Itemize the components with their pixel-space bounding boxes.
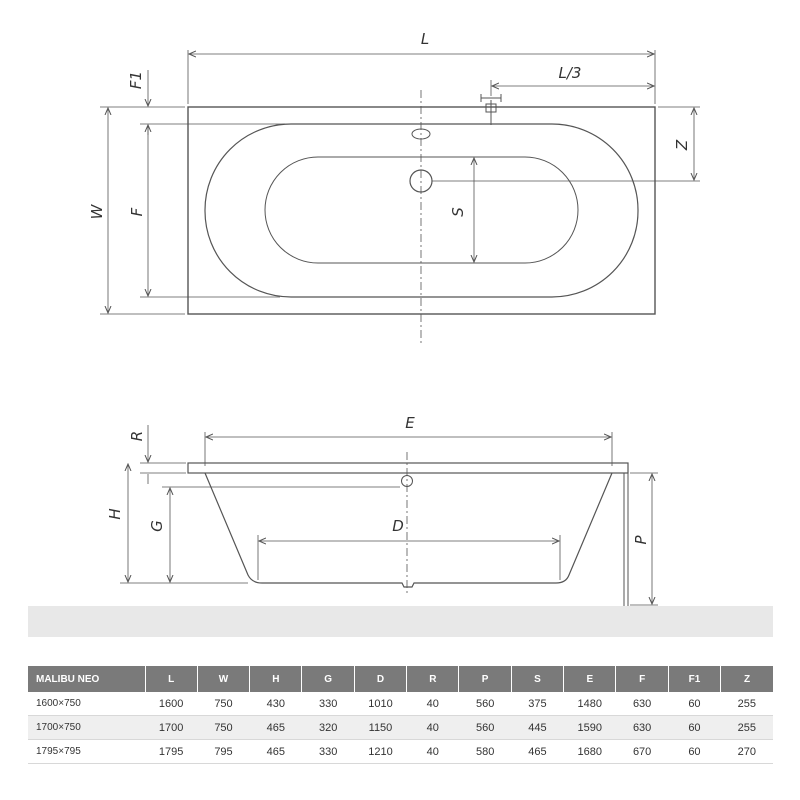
header-cell: W [197, 666, 249, 692]
table-cell: 1590 [564, 716, 616, 740]
table-cell: 60 [668, 716, 720, 740]
header-cell: D [354, 666, 406, 692]
label-F: F [128, 207, 146, 217]
table-row [28, 692, 773, 716]
dimensions-table [28, 666, 773, 764]
table-cell: 1795 [145, 740, 197, 764]
header-model: MALIBU NEO [28, 666, 145, 692]
label-L: L [420, 30, 430, 48]
header-cell: S [511, 666, 563, 692]
table-row [28, 716, 773, 740]
header-cell: R [407, 666, 459, 692]
top-view-labels [88, 30, 691, 219]
header-cell: F1 [668, 666, 720, 692]
label-L3: L/3 [558, 64, 582, 82]
table-cell: 1700 [145, 716, 197, 740]
table-row [28, 740, 773, 764]
row-model: 1700×750 [28, 716, 145, 740]
header-cell: Z [721, 666, 773, 692]
table-cell: 40 [407, 692, 459, 716]
table-cell: 60 [668, 740, 720, 764]
label-H: H [106, 508, 124, 520]
label-R: R [128, 430, 146, 442]
table-cell: 1210 [354, 740, 406, 764]
table-cell: 330 [302, 740, 354, 764]
faucet-icon [481, 94, 501, 125]
top-view-tub-bottom [265, 157, 578, 263]
header-cell: H [250, 666, 302, 692]
side-view-labels [106, 414, 650, 545]
header-cell: P [459, 666, 511, 692]
side-view [188, 452, 628, 606]
table-cell: 40 [407, 716, 459, 740]
table-cell: 750 [197, 692, 249, 716]
side-view-rim [188, 463, 628, 473]
table-cell: 60 [668, 692, 720, 716]
label-S: S [449, 207, 467, 217]
table-cell: 375 [511, 692, 563, 716]
table-cell: 465 [511, 740, 563, 764]
table-cell: 40 [407, 740, 459, 764]
header-cell: E [564, 666, 616, 692]
top-view [188, 90, 655, 346]
label-E: E [405, 414, 415, 432]
table-cell: 670 [616, 740, 668, 764]
table-cell: 580 [459, 740, 511, 764]
table-cell: 445 [511, 716, 563, 740]
label-Z: Z [673, 139, 691, 151]
table-cell: 1010 [354, 692, 406, 716]
label-P: P [632, 535, 650, 545]
table-cell: 795 [197, 740, 249, 764]
top-view-outer-rim [188, 107, 655, 314]
table-header-row [28, 666, 773, 692]
header-cell: G [302, 666, 354, 692]
table-cell: 430 [250, 692, 302, 716]
table-cell: 1480 [564, 692, 616, 716]
table-cell: 320 [302, 716, 354, 740]
header-cell: F [616, 666, 668, 692]
label-W: W [88, 204, 106, 220]
table-cell: 560 [459, 716, 511, 740]
table-cell: 630 [616, 692, 668, 716]
table-cell: 255 [721, 716, 773, 740]
label-G: G [148, 520, 166, 532]
table-cell: 1680 [564, 740, 616, 764]
top-view-inner-edge [205, 124, 638, 297]
table-cell: 1150 [354, 716, 406, 740]
table-cell: 270 [721, 740, 773, 764]
table-cell: 465 [250, 716, 302, 740]
row-model: 1600×750 [28, 692, 145, 716]
row-model: 1795×795 [28, 740, 145, 764]
label-D: D [392, 517, 404, 535]
side-view-dimensions [120, 425, 658, 605]
table-cell: 255 [721, 692, 773, 716]
table-cell: 750 [197, 716, 249, 740]
label-F1: F1 [127, 70, 145, 90]
side-view-tub-body [205, 473, 612, 587]
table-cell: 465 [250, 740, 302, 764]
table-cell: 560 [459, 692, 511, 716]
table-cell: 1600 [145, 692, 197, 716]
table-cell: 630 [616, 716, 668, 740]
table-cell: 330 [302, 692, 354, 716]
floor-band [28, 606, 773, 637]
header-cell: L [145, 666, 197, 692]
